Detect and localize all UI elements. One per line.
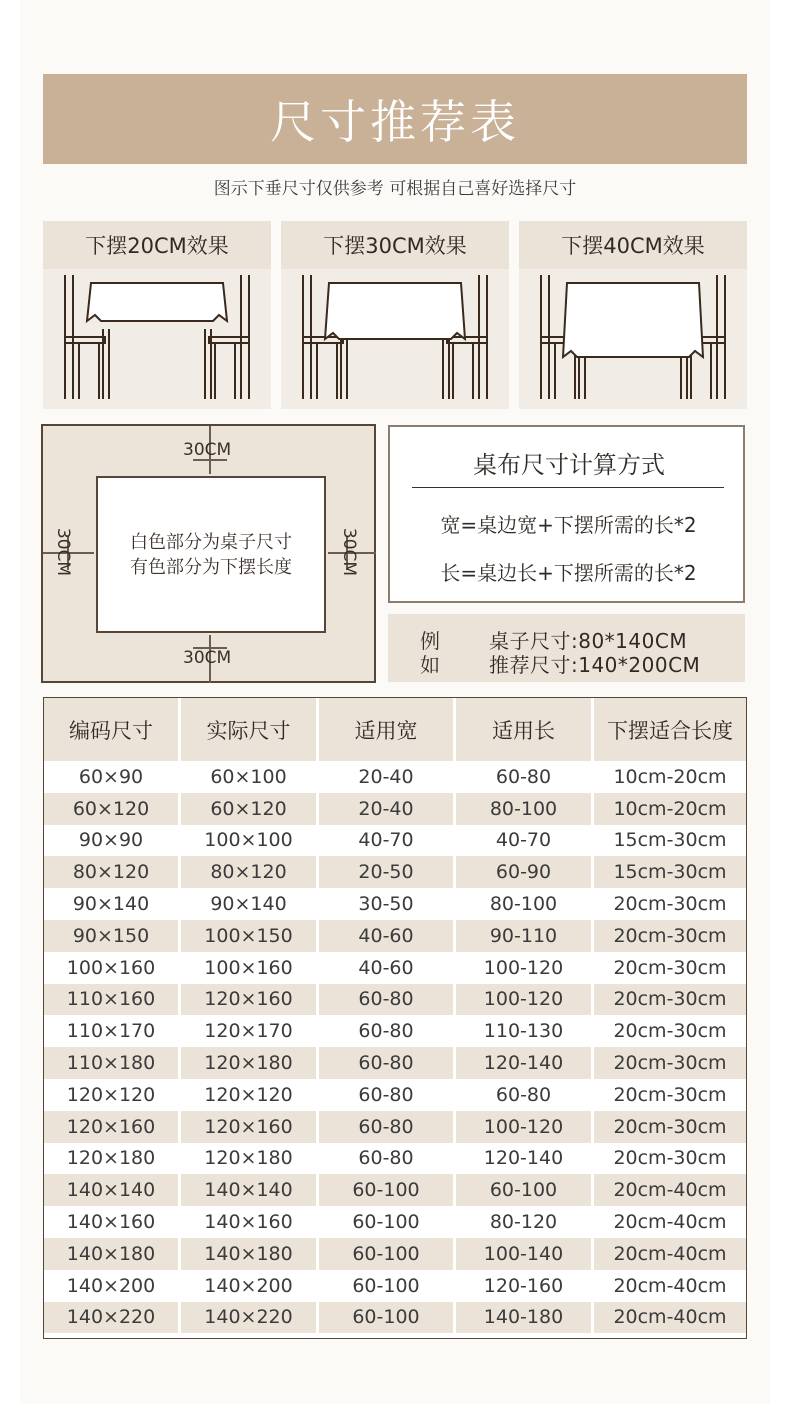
table-cell: 140×220 <box>44 1302 181 1334</box>
table-row <box>44 1015 746 1047</box>
table-cell: 100-140 <box>456 1238 594 1270</box>
table-cell: 20cm-30cm <box>594 920 746 952</box>
calculation-method-box <box>388 425 745 603</box>
table-cell: 20cm-30cm <box>594 1047 746 1079</box>
table-cell: 20cm-40cm <box>613 1274 727 1297</box>
table-cell: 20-40 <box>319 793 456 825</box>
table-cell: 60-100 <box>319 1174 456 1206</box>
table-cell: 120×120 <box>44 1079 181 1111</box>
table-cell: 60-80 <box>319 1111 456 1143</box>
table-row <box>44 1174 746 1206</box>
table-cell: 60-80 <box>319 1015 456 1047</box>
table-top-area <box>96 476 326 633</box>
table-row <box>44 825 746 857</box>
table-cell: 90×140 <box>181 888 319 920</box>
width-formula: 宽=桌边宽+下摆所需的长*2 <box>440 513 697 537</box>
table-cell: 60-80 <box>319 1047 456 1079</box>
table-cell: 20cm-40cm <box>594 1238 746 1270</box>
table-cell: 80-120 <box>456 1206 594 1238</box>
table-cell: 20cm-30cm <box>613 893 727 916</box>
table-row <box>44 1206 746 1238</box>
table-cell: 90×150 <box>44 920 181 952</box>
table-cell: 120-140 <box>456 1143 594 1175</box>
table-cell: 10cm-20cm <box>594 793 746 825</box>
table-cell: 140×180 <box>181 1238 319 1270</box>
page-title: 尺寸推荐表 <box>270 95 520 149</box>
subtitle: 图示下垂尺寸仅供参考 可根据自己喜好选择尺寸 <box>213 179 577 199</box>
example-box <box>388 614 745 682</box>
table-row <box>44 888 746 920</box>
table-cell: 140×200 <box>44 1270 181 1302</box>
table-cell: 110-130 <box>456 1015 594 1047</box>
table-cell: 60×120 <box>44 793 181 825</box>
table-cell: 60-100 <box>319 1302 456 1334</box>
table-row <box>44 1302 746 1334</box>
table-header-row <box>44 698 746 761</box>
table-cell: 120×120 <box>181 1079 319 1111</box>
table-row <box>44 952 746 984</box>
title-banner <box>43 74 747 164</box>
table-cell: 60-100 <box>319 1206 456 1238</box>
table-cell: 60×100 <box>181 761 319 793</box>
example-recommended-size: 推荐尺寸:140*200CM <box>489 653 701 677</box>
table-row <box>44 1047 746 1079</box>
bottom-drop-label: 30CM <box>183 648 232 668</box>
right-drop-label: 30CM <box>339 527 360 577</box>
effect-label: 下摆30CM效果 <box>281 221 509 269</box>
table-chairs-illustration <box>281 269 509 409</box>
table-cell: 60-80 <box>319 1143 456 1175</box>
top-drop-label: 30CM <box>183 440 232 460</box>
diagram-note-white: 白色部分为桌子尺寸 <box>130 531 292 553</box>
table-cell: 20cm-30cm <box>613 1147 727 1170</box>
table-row <box>44 1270 746 1302</box>
table-cell: 15cm-30cm <box>613 829 727 852</box>
table-cell: 100×100 <box>181 825 319 857</box>
table-body <box>44 761 746 1333</box>
table-row <box>44 793 746 825</box>
table-cell: 120×180 <box>44 1143 181 1175</box>
example-key-2: 如 <box>420 653 440 677</box>
effect-label: 下摆20CM效果 <box>43 221 271 269</box>
table-cell: 10cm-20cm <box>613 765 727 788</box>
table-chairs-illustration <box>43 269 271 409</box>
table-cell: 60×120 <box>181 793 319 825</box>
table-cell: 80×120 <box>44 856 181 888</box>
table-row <box>44 920 746 952</box>
table-cell: 120×160 <box>181 984 319 1016</box>
table-cell: 60-80 <box>456 1079 594 1111</box>
table-chairs-illustration <box>519 269 747 409</box>
table-row <box>44 1111 746 1143</box>
header-code-size: 编码尺寸 <box>44 698 181 761</box>
table-cell: 20cm-30cm <box>613 1083 727 1106</box>
table-row <box>44 1079 746 1111</box>
table-cell: 100×160 <box>44 952 181 984</box>
table-cell: 100×160 <box>181 952 319 984</box>
table-cell: 20cm-40cm <box>594 1302 746 1334</box>
table-cell: 80-100 <box>456 888 594 920</box>
table-cell: 90-110 <box>456 920 594 952</box>
table-cell: 20-50 <box>319 856 456 888</box>
table-cell: 120-160 <box>456 1270 594 1302</box>
table-cell: 90×90 <box>44 825 181 857</box>
table-cell: 60-100 <box>319 1238 456 1270</box>
table-cell: 20cm-40cm <box>594 1174 746 1206</box>
table-cell: 110×180 <box>44 1047 181 1079</box>
table-cell: 40-70 <box>319 825 456 857</box>
table-cell: 20-40 <box>319 761 456 793</box>
effect-panel-20 <box>43 221 271 409</box>
table-cell: 40-70 <box>456 825 594 857</box>
table-row <box>44 856 746 888</box>
table-cell: 140×160 <box>44 1206 181 1238</box>
table-cell: 140×140 <box>181 1174 319 1206</box>
table-cell: 40-60 <box>319 952 456 984</box>
table-cell: 120×160 <box>44 1111 181 1143</box>
table-cell: 20cm-30cm <box>613 1020 727 1043</box>
title-divider <box>412 487 724 488</box>
table-cell: 80×120 <box>181 856 319 888</box>
table-cell: 100-120 <box>456 984 594 1016</box>
table-cell: 60-80 <box>319 1079 456 1111</box>
left-drop-label: 30CM <box>53 527 74 577</box>
effect-label: 下摆40CM效果 <box>519 221 747 269</box>
table-cell: 120×160 <box>181 1111 319 1143</box>
table-cell: 140×140 <box>44 1174 181 1206</box>
table-cell: 20cm-40cm <box>613 1211 727 1234</box>
table-row <box>44 1143 746 1175</box>
table-cell: 100-120 <box>456 1111 594 1143</box>
example-table-size: 桌子尺寸:80*140CM <box>489 629 688 653</box>
length-formula: 长=桌边长+下摆所需的长*2 <box>440 561 697 585</box>
table-cell: 60-80 <box>456 761 594 793</box>
table-cell: 100×150 <box>181 920 319 952</box>
table-cell: 110×170 <box>44 1015 181 1047</box>
table-cell: 120-140 <box>456 1047 594 1079</box>
table-cell: 100-120 <box>456 952 594 984</box>
table-cell: 90×140 <box>44 888 181 920</box>
table-cell: 80-100 <box>456 793 594 825</box>
table-cell: 40-60 <box>319 920 456 952</box>
table-cell: 140×160 <box>181 1206 319 1238</box>
size-table <box>43 697 747 1339</box>
table-cell: 30-50 <box>319 888 456 920</box>
table-cell: 120×170 <box>181 1015 319 1047</box>
table-row <box>44 761 746 793</box>
table-cell: 20cm-30cm <box>613 956 727 979</box>
table-cell: 60-100 <box>456 1174 594 1206</box>
table-cell: 140×180 <box>44 1238 181 1270</box>
table-cell: 140×220 <box>181 1302 319 1334</box>
table-cell: 15cm-30cm <box>594 856 746 888</box>
example-key-1: 例 <box>420 629 440 653</box>
table-cell: 60-100 <box>319 1270 456 1302</box>
header-fit-length: 适用长 <box>456 698 594 761</box>
table-cell: 110×160 <box>44 984 181 1016</box>
table-row <box>44 984 746 1016</box>
table-cell: 140-180 <box>456 1302 594 1334</box>
header-drop-length: 下摆适合长度 <box>594 698 746 761</box>
table-cell: 20cm-30cm <box>594 1111 746 1143</box>
table-cell: 60-80 <box>319 984 456 1016</box>
tablecloth-size-diagram <box>41 424 376 683</box>
diagram-note-colored: 有色部分为下摆长度 <box>130 556 292 578</box>
header-fit-width: 适用宽 <box>319 698 456 761</box>
effect-panel-40 <box>519 221 747 409</box>
table-cell: 140×200 <box>181 1270 319 1302</box>
header-actual-size: 实际尺寸 <box>181 698 319 761</box>
calculation-title: 桌布尺寸计算方式 <box>473 451 665 479</box>
table-cell: 120×180 <box>181 1047 319 1079</box>
table-row <box>44 1238 746 1270</box>
table-cell: 20cm-30cm <box>594 984 746 1016</box>
table-cell: 120×180 <box>181 1143 319 1175</box>
effect-panel-30 <box>281 221 509 409</box>
table-cell: 60×90 <box>44 761 181 793</box>
table-cell: 60-90 <box>456 856 594 888</box>
